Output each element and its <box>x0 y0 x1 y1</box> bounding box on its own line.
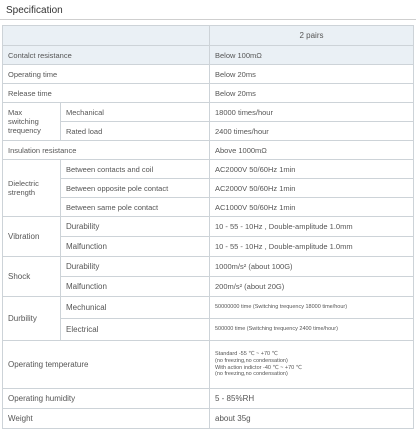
release-time-value: Below 20ms <box>210 84 414 103</box>
release-time-label: Release time <box>3 84 210 103</box>
shock-label: Shock <box>3 257 61 297</box>
table-row-durbility-mechanical <box>3 297 414 319</box>
vibration-malfunction-label: Malfunction <box>61 237 210 257</box>
durbility-mechanical-value: 50000000 time (Switching trequency 18000 time/hour) <box>210 297 414 319</box>
dielectric-coil-value: AC2000V 50/60Hz 1min <box>210 160 414 179</box>
table-row-vibration-durability <box>3 217 414 237</box>
durbility-electrical-value: 500000 time (Switching trequency 2400 time/hour) <box>210 319 414 341</box>
header-blank-cell <box>3 26 210 46</box>
shock-malfunction-label: Malfunction <box>61 277 210 297</box>
temp-line-standard: Standard -55 ℃ ~ +70 ℃ <box>215 351 278 358</box>
weight-label: Weight <box>3 409 210 429</box>
max-switching-mechanical-value: 18000 times/hour <box>210 103 414 122</box>
max-switching-rated-label: Rated load <box>61 122 210 141</box>
table-row-insulation <box>3 141 414 160</box>
table-row-vibration-malfunction <box>3 237 414 257</box>
max-switching-rated-value: 2400 times/hour <box>210 122 414 141</box>
table-row-dielectric-coil <box>3 160 414 179</box>
temp-line-indicator-note: (no freezing,no condensation) <box>215 371 288 378</box>
operating-temperature-label: Operating temperature <box>3 341 210 389</box>
dielectric-same-value: AC1000V 50/60Hz 1min <box>210 198 414 217</box>
max-switching-label: Max switching trequency <box>3 103 61 141</box>
table-header-row <box>3 26 414 46</box>
vibration-label: Vibration <box>3 217 61 257</box>
operating-humidity-value: 5 - 85%RH <box>210 389 414 409</box>
vibration-durability-value: 10 - 55 - 10Hz , Double-amplitude 1.0mm <box>210 217 414 237</box>
dielectric-coil-label: Between contacts and coil <box>61 160 210 179</box>
dielectric-opposite-value: AC2000V 50/60Hz 1min <box>210 179 414 198</box>
table-row-shock-durability <box>3 257 414 277</box>
vibration-malfunction-value: 10 - 55 - 10Hz , Double-amplitude 1.0mm <box>210 237 414 257</box>
dielectric-same-label: Between same pole contact <box>61 198 210 217</box>
temp-line-standard-note: (no freezing,no condensation) <box>215 357 288 364</box>
table-row-operating-temperature <box>3 341 414 389</box>
contact-resistance-label: Contalct resistance <box>3 46 210 65</box>
durbility-electrical-label: Electrical <box>61 319 210 341</box>
temp-line-indicator: With action indictor -40 ℃ ~ +70 ℃ <box>215 364 302 371</box>
operating-temperature-value <box>210 341 414 389</box>
operating-humidity-label: Operating humidity <box>3 389 210 409</box>
table-row-max-switching-rated <box>3 122 414 141</box>
dielectric-opposite-label: Between opposite pole contact <box>61 179 210 198</box>
specification-table <box>2 25 414 429</box>
insulation-value: Above 1000mΩ <box>210 141 414 160</box>
table-row-shock-malfunction <box>3 277 414 297</box>
table-row-contact-resistance <box>3 46 414 65</box>
max-switching-mechanical-label: Mechanical <box>61 103 210 122</box>
title-divider <box>0 19 416 20</box>
column-header-2-pairs: 2 pairs <box>210 26 414 46</box>
shock-durability-label: Durability <box>61 257 210 277</box>
table-row-release-time <box>3 84 414 103</box>
table-row-max-switching-mechanical <box>3 103 414 122</box>
contact-resistance-value: Below 100mΩ <box>210 46 414 65</box>
shock-malfunction-value: 200m/s² (about 20G) <box>210 277 414 297</box>
table-row-weight <box>3 409 414 429</box>
table-row-operating-time <box>3 65 414 84</box>
dielectric-label: Dielectric strength <box>3 160 61 217</box>
table-row-dielectric-same <box>3 198 414 217</box>
vibration-durability-label: Durability <box>61 217 210 237</box>
table-row-operating-humidity <box>3 389 414 409</box>
weight-value: about 35g <box>210 409 414 429</box>
operating-time-value: Below 20ms <box>210 65 414 84</box>
shock-durability-value: 1000m/s² (about 100G) <box>210 257 414 277</box>
table-row-dielectric-opposite <box>3 179 414 198</box>
durbility-label: Durbility <box>3 297 61 341</box>
table-row-durbility-electrical <box>3 319 414 341</box>
insulation-label: Insulation resistance <box>3 141 210 160</box>
page-title: Specification <box>6 5 63 16</box>
durbility-mechanical-label: Mechunical <box>61 297 210 319</box>
operating-time-label: Operating time <box>3 65 210 84</box>
